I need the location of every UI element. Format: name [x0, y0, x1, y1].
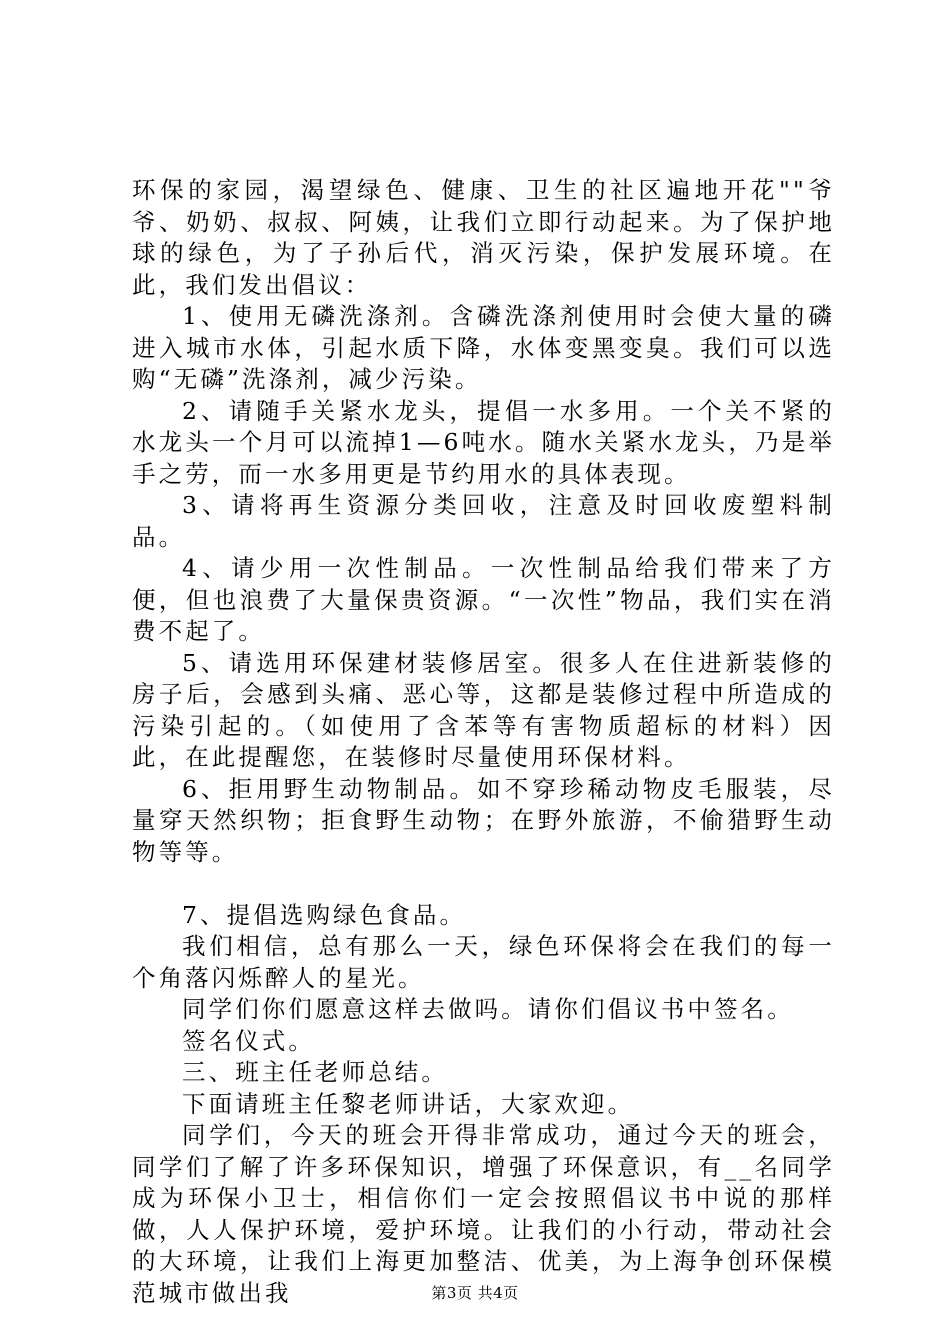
paragraph-item-3: 3、请将再生资源分类回收，注意及时回收废塑料制品。 — [132, 491, 835, 551]
paragraph-item-1: 1、使用无磷洗涤剂。含磷洗涤剂使用时会使大量的磷进入城市水体，引起水质下降，水体变黑变臭。我们可以选购“无磷”洗涤剂，减少污染。 — [132, 302, 835, 393]
paragraph-summary: 同学们，今天的班会开得非常成功，通过今天的班会，同学们了解了许多环保知识，增强了环保意识，有__名同学成为环保小卫士，相信你们一定会按照倡议书中说的那样做，人人保护环境，爱护环境。让我们的小行动，带动社会的大环境，让我们上海更加整洁、优美，为上海争创环保模范城市做出我 — [132, 1121, 835, 1307]
paragraph-item-6: 6、拒用野生动物制品。如不穿珍稀动物皮毛服装，尽量穿天然织物；拒食野生动物；在野外旅游，不偷猎野生动物等等。 — [132, 774, 835, 866]
page-footer — [0, 1282, 950, 1303]
paragraph-belief: 我们相信，总有那么一天，绿色环保将会在我们的每一个角落闪烁醉人的星光。 — [132, 932, 835, 992]
paragraph-continuation: 环保的家园，渴望绿色、健康、卫生的社区遍地开花""爷爷、奶奶、叔叔、阿姨，让我们立即行动起来。为了保护地球的绿色，为了子孙后代，消灭污染，保护发展环境。在此，我们发出倡议： — [132, 176, 835, 299]
page-number-label: 第3页 共4页 — [431, 1284, 519, 1302]
paragraph-signing: 签名仪式。 — [182, 1026, 315, 1055]
section-heading-3: 三、班主任老师总结。 — [182, 1058, 448, 1086]
paragraph-item-7: 7、提倡选购绿色食品。 — [182, 900, 467, 929]
paragraph-invite: 下面请班主任黎老师讲话，大家欢迎。 — [182, 1089, 635, 1118]
paragraph-ask: 同学们你们愿意这样去做吗。请你们倡议书中签名。 — [182, 995, 794, 1023]
paragraph-item-2: 2、请随手关紧水龙头，提倡一水多用。一个关不紧的水龙头一个月可以流掉1—6吨水。随水关紧水龙头，乃是举手之劳，而一水多用更是节约用水的具体表现。 — [132, 396, 835, 488]
paragraph-item-5: 5、请选用环保建材装修居室。很多人在住进新装修的房子后，会感到头痛、恶心等，这都是装修过程中所造成的污染引起的。（如使用了含苯等有害物质超标的材料）因此，在此提醒您，在装修时尽量使用环保材料。 — [132, 648, 835, 771]
paragraph-item-4: 4、请少用一次性制品。一次性制品给我们带来了方便，但也浪费了大量保贵资源。“一次性”物品，我们实在消费不起了。 — [132, 554, 835, 645]
document-body — [132, 175, 835, 1309]
paragraph-gap — [132, 868, 835, 900]
